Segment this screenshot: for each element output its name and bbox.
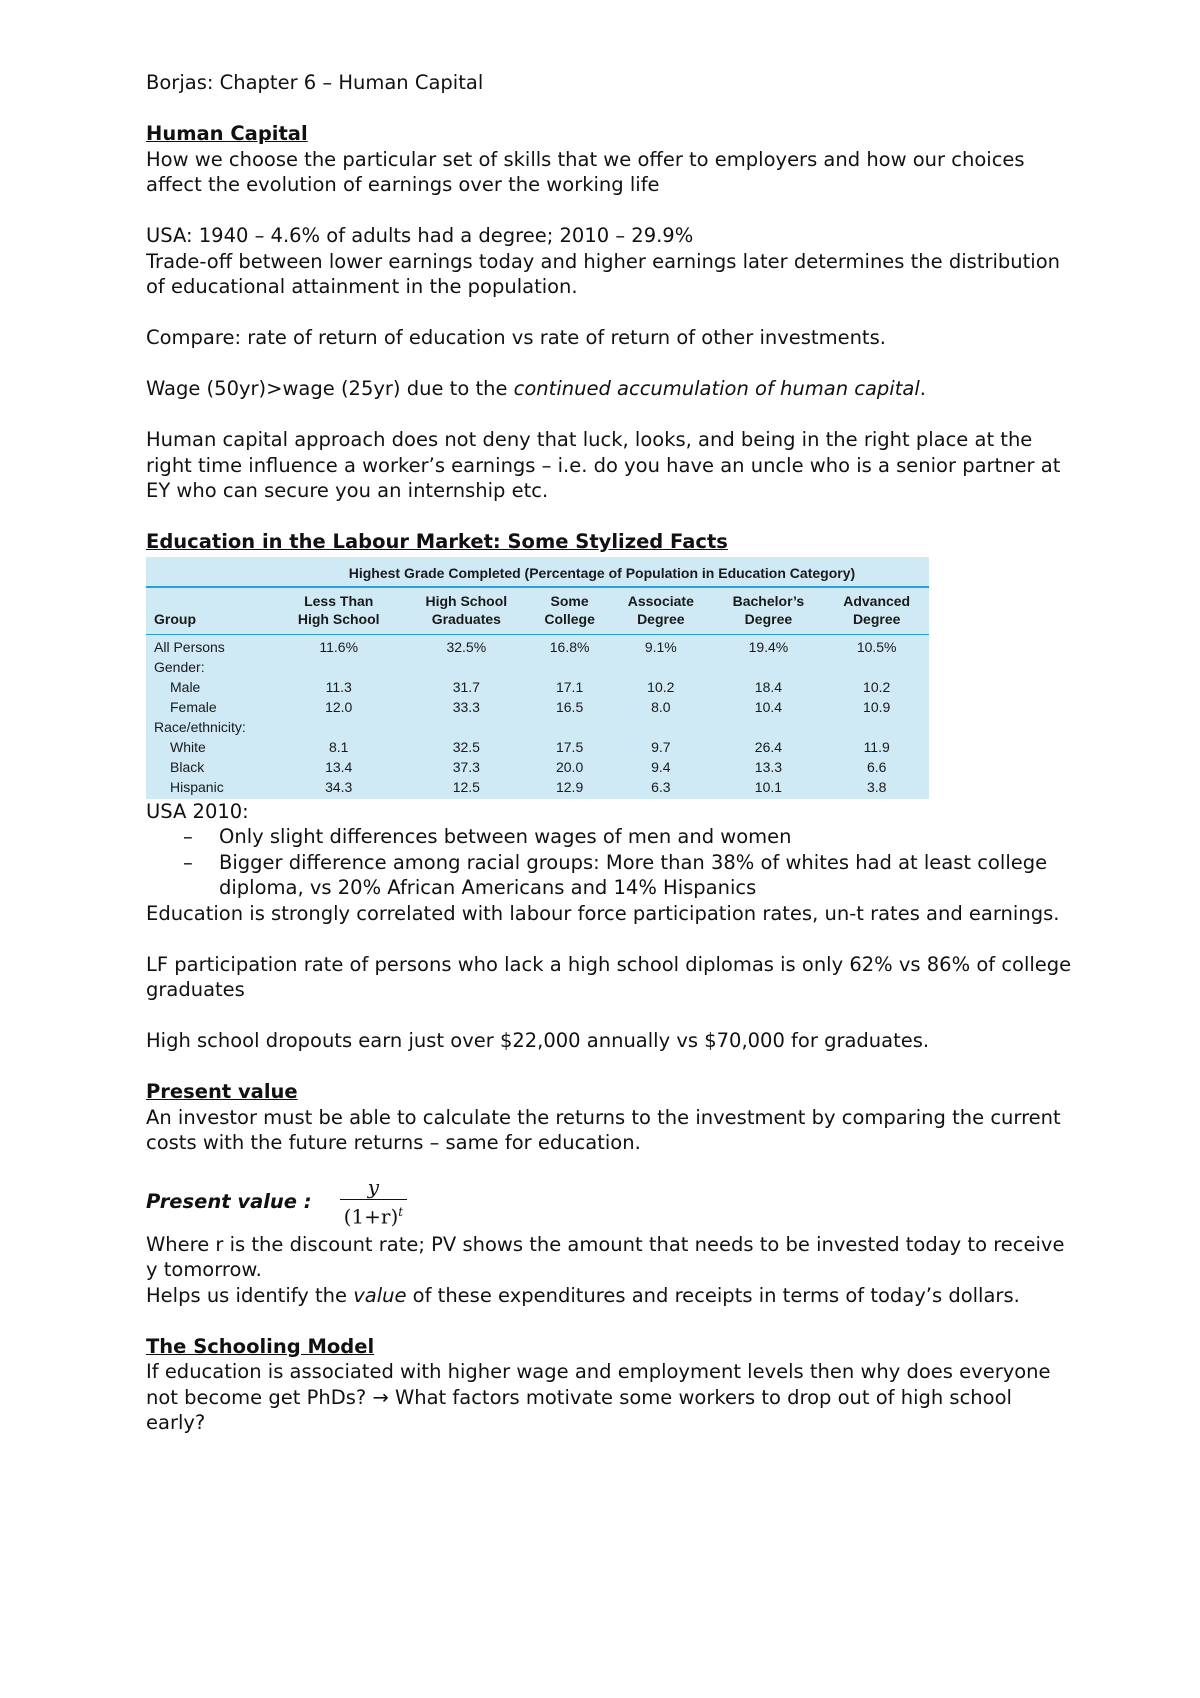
paragraph: Where r is the discount rate; PV shows the amount that needs to be invested today to receive y tomorrow. [146,1232,1065,1281]
paragraph: How we choose the particular set of skills that we offer to employers and how our choices affect the evolution of earnings over the working life [146,147,1025,196]
paragraph: LF participation rate of persons who lack a high school diplomas is only 62% vs 86% of college graduates [146,952,1072,1001]
education-table [146,557,929,799]
list-item: – Only slight differences between wages of men and women [219,824,1076,850]
formula-fraction [340,1175,407,1229]
paragraph: If education is associated with higher wage and employment levels then why does everyone not become get PhDs? → What factors motivate some workers to drop out of high school early? [146,1360,1051,1434]
column-header: Advanced Degree [843,592,911,627]
table-row: Black 13.4 37.3 20.0 9.4 13.3 6.6 [170,758,887,775]
table-row: Hispanic 34.3 12.5 12.9 6.3 10.1 3.8 [170,778,887,795]
column-header: Less Than High School [297,592,380,627]
formula-denominator: $(1+r)^t$ [340,1199,407,1229]
formula-label: Present value : [146,1189,312,1213]
table-row: White 8.1 32.5 17.5 9.7 26.4 11.9 [170,738,890,755]
column-header-group: Group [154,610,196,627]
column-header: Bachelor’s Degree [732,592,805,627]
usa-2010-label: USA 2010: [146,799,249,823]
paragraph: Compare: rate of return of education vs rate of return of other investments. [146,326,886,349]
bullet-list [146,824,1076,901]
paragraph: Wage (50yr)>wage (25yr) due to the continued accumulation of human capital. [146,377,926,400]
heading-present-value: Present value [146,1080,298,1103]
table-row: All Persons 11.6% 32.5% 16.8% 9.1% 19.4% 10.5% [146,634,929,657]
heading-education: Education in the Labour Market: Some Stylized Facts [146,530,728,553]
table-row: Gender: [154,658,205,675]
table-title: Highest Grade Completed (Percentage of Population in Education Category) [275,561,929,587]
paragraph: Helps us identify the value of these expenditures and receipts in terms of today’s dollars. [146,1283,1020,1307]
heading-schooling-model: The Schooling Model [146,1334,375,1358]
formula-numerator: y [367,1174,379,1199]
paragraph: USA: 1940 – 4.6% of adults had a degree; 2010 – 29.9% [146,224,694,247]
present-value-formula [146,1174,1076,1230]
heading-human-capital: Human Capital [146,122,308,145]
column-header: Some College [544,592,595,627]
column-header: Associate Degree [627,592,694,627]
paragraph: Education is strongly correlated with labour force participation rates, un-t rates and earnings. [146,901,1060,925]
paragraph: High school dropouts earn just over $22,000 annually vs $70,000 for graduates. [146,1029,930,1052]
column-header: High School Graduates [425,592,508,627]
paragraph: Trade-off between lower earnings today and higher earnings later determines the distribution of educational attainment in the population. [146,249,1060,298]
paragraph: An investor must be able to calculate the returns to the investment by comparing the current costs with the future returns – same for education. [146,1105,1061,1154]
table-row: Male 11.3 31.7 17.1 10.2 18.4 10.2 [170,678,891,695]
table-row: Race/ethnicity: [154,718,246,735]
paragraph: Human capital approach does not deny that luck, looks, and being in the right place at the right time influence a worker’s earnings – i.e. do you have an uncle who is a senior partner at EY who can secure you an internship etc. [146,428,1061,502]
document-title: Borjas: Chapter 6 – Human Capital [146,71,484,94]
list-item: – Bigger difference among racial groups: More than 38% of whites had at least college diploma, vs 20% African Americans and 14% Hispanics [219,850,1076,901]
document-page [146,70,1076,1436]
table-row: Female 12.0 33.3 16.5 8.0 10.4 10.9 [170,698,891,715]
